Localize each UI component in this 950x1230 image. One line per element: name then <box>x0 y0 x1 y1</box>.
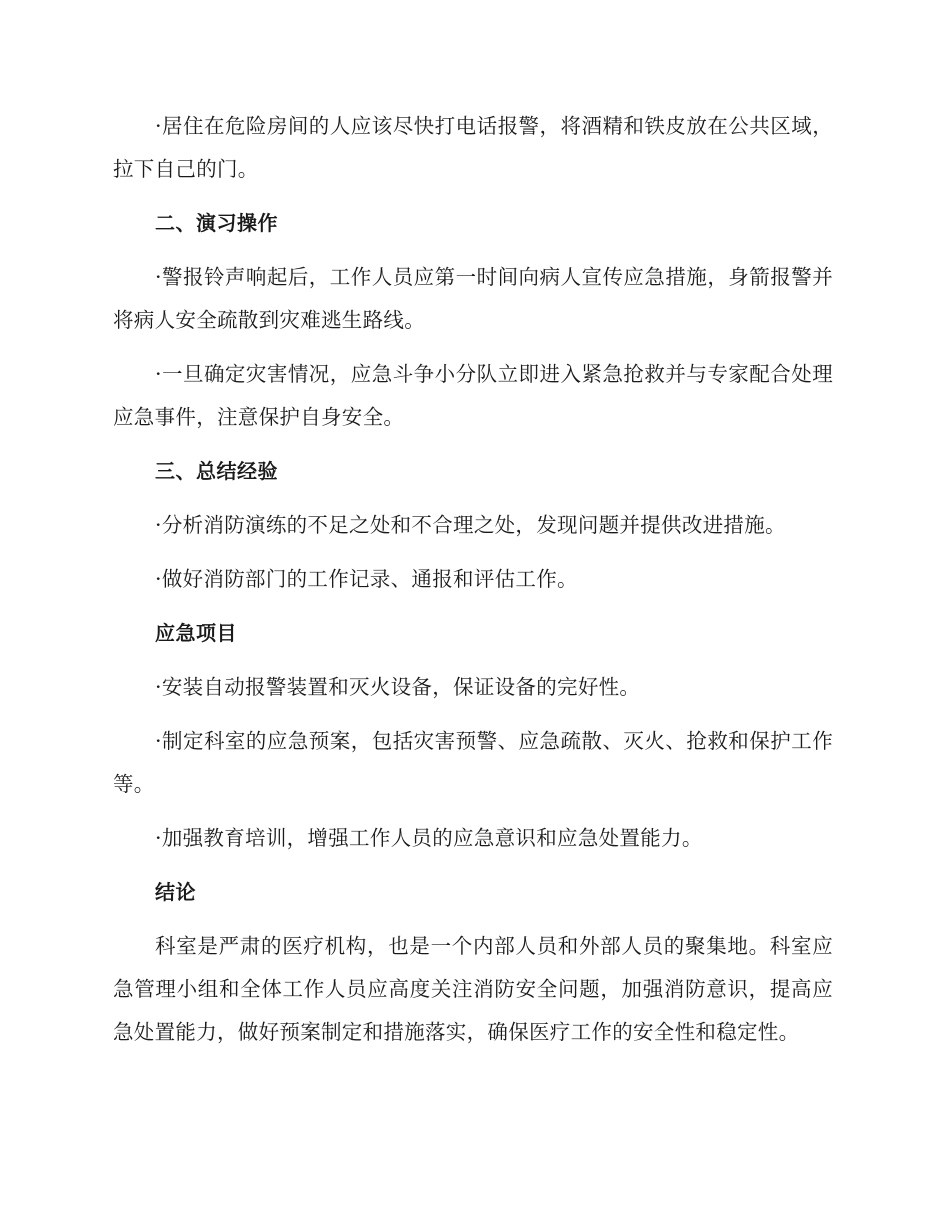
paragraph-conclusion: 科室是严肃的医疗机构，也是一个内部人员和外部人员的聚集地。科室应急管理小组和全体工作人员应高度关注消防安全问题，加强消防意识，提高应急处置能力，做好预案制定和措施落实，确保医疗工作的安全性和稳定性。 <box>113 934 833 1044</box>
paragraph-install-alarm: ·安装自动报警装置和灭火设备，保证设备的完好性。 <box>155 675 641 699</box>
paragraph-evacuate-room: ·居住在危险房间的人应该尽快打电话报警，将酒精和铁皮放在公共区域，拉下自己的门。 <box>113 114 833 181</box>
paragraph-records: ·做好消防部门的工作记录、通报和评估工作。 <box>155 567 578 591</box>
paragraph-emergency-plan: ·制定科室的应急预案，包括灾害预警、应急疏散、灭火、抢救和保护工作等。 <box>113 729 833 796</box>
heading-conclusion: 结论 <box>155 880 196 904</box>
paragraph-alarm-response: ·警报铃声响起后，工作人员应第一时间向病人宣传应急措施，身箭报警并将病人安全疏散到灾难逃生路线。 <box>113 265 833 332</box>
heading-emergency-items: 应急项目 <box>155 621 237 645</box>
paragraph-analyze-drill: ·分析消防演练的不足之处和不合理之处，发现问题并提供改进措施。 <box>155 513 786 537</box>
document-page <box>113 105 833 1065</box>
heading-summary-experience: 三、总结经验 <box>155 459 278 483</box>
heading-drill-operation: 二、演习操作 <box>155 211 278 235</box>
paragraph-training: ·加强教育培训，增强工作人员的应急意识和应急处置能力。 <box>155 826 703 850</box>
paragraph-emergency-team: ·一旦确定灾害情况，应急斗争小分队立即进入紧急抢救并与专家配合处理应急事件，注意保护自身安全。 <box>113 362 833 429</box>
